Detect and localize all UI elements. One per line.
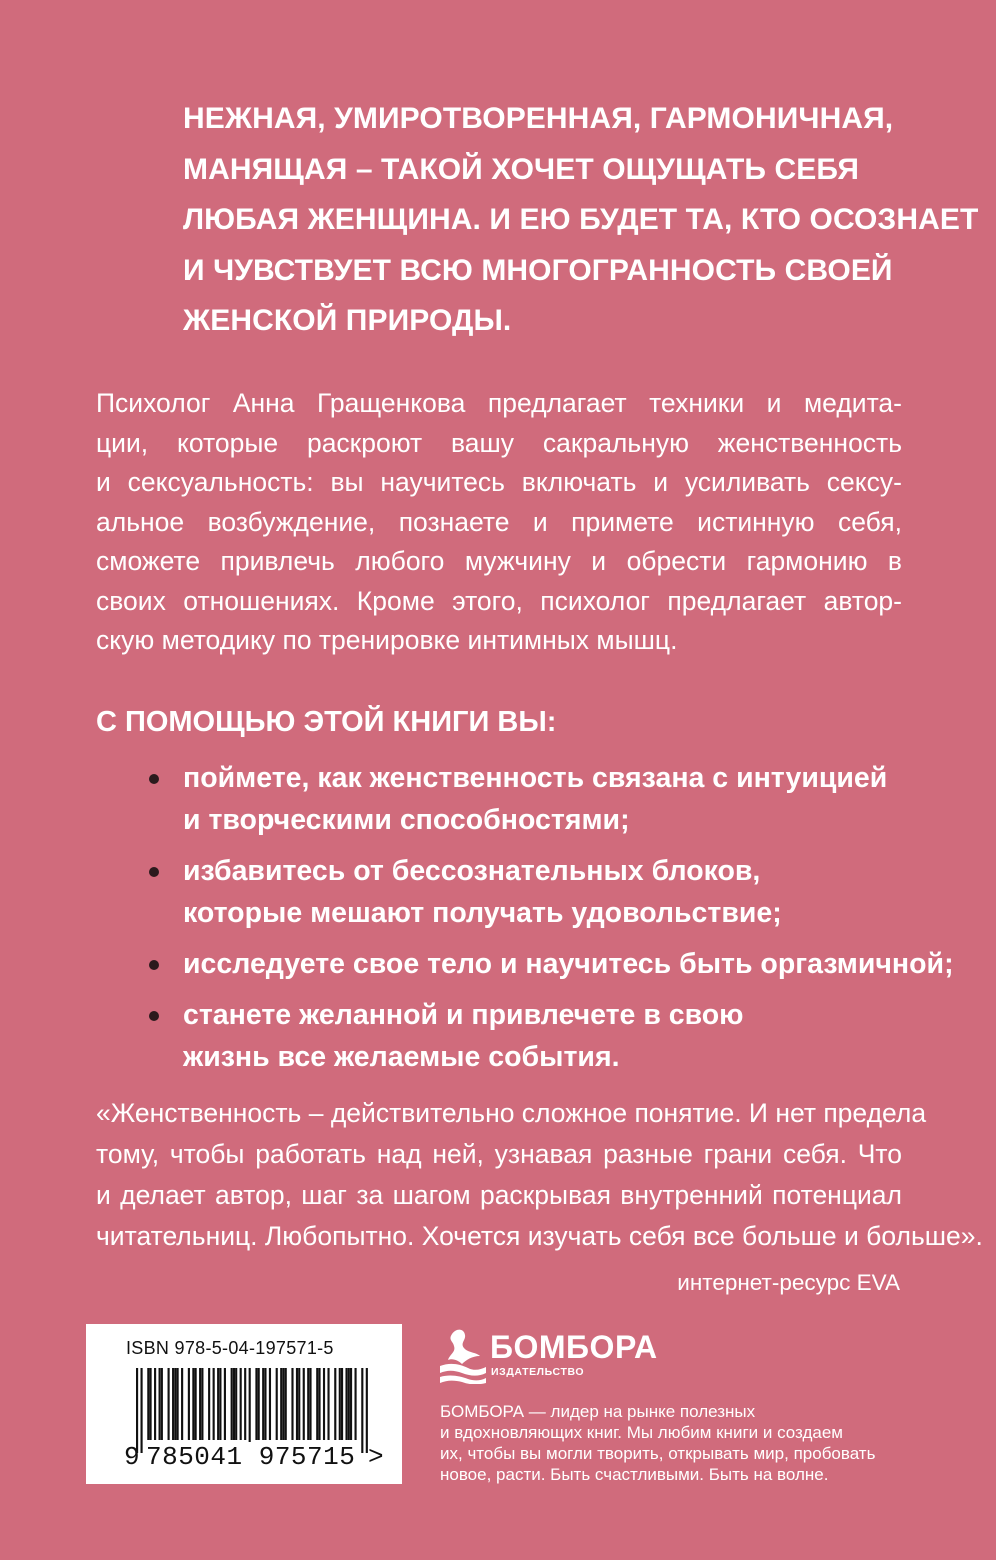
description-line: ции, которые раскроют вашу сакральную женственность [96, 427, 902, 458]
barcode-bar [136, 1368, 138, 1453]
barcode-bar [366, 1368, 368, 1453]
description-line: Психолог Анна Гращенкова предлагает техники и медита- [96, 388, 902, 418]
benefit-line: жизнь все желаемые события. [183, 1041, 620, 1073]
list-item [96, 757, 926, 841]
barcode-bar [354, 1368, 356, 1440]
barcode-digits: 785041 975715 [146, 1442, 356, 1472]
barcode-bar [235, 1368, 237, 1440]
barcode-bar [303, 1368, 305, 1440]
benefits-list [96, 757, 954, 1087]
barcode-bar [168, 1368, 170, 1440]
barcode-bar [327, 1368, 329, 1440]
description-line: своих отношениях. Кроме этого, психолог предлагает автор- [96, 585, 902, 616]
blurb-line: и вдохновляющих книг. Мы любим книги и создаем [440, 1423, 843, 1442]
benefit-line: поймете, как женственность связана с интуицией [183, 762, 888, 794]
benefit-line: станете желанной и привлечете в свою [183, 999, 744, 1031]
blurb-line: новое, расти. Быть счастливыми. Быть на волне. [440, 1465, 829, 1484]
barcode-bar [280, 1368, 282, 1440]
quote-line: читательниц. Любопытно. Хочется изучать себя все больше и больше». [96, 1221, 983, 1251]
headline-line: ЛЮБАЯ ЖЕНЩИНА. И ЕЮ БУДЕТ ТА, КТО ОСОЗНАЕТ [183, 203, 979, 236]
barcode-bar [188, 1368, 190, 1440]
barcode-bar [224, 1368, 226, 1440]
benefit-line: избавитесь от бессознательных блоков, [183, 855, 761, 887]
barcode-bar [255, 1368, 257, 1440]
barcode-bar [316, 1368, 318, 1440]
publisher-logo [438, 1326, 658, 1384]
benefit-line: которые мешают получать удовольствие; [183, 897, 782, 929]
barcode-bar [361, 1368, 363, 1453]
publisher-subtitle: ИЗДАТЕЛЬСТВО [491, 1366, 585, 1378]
bullet-icon [149, 867, 159, 877]
isbn-label: ISBN 978-5-04-197571-5 [126, 1338, 334, 1358]
barcode-bar [350, 1368, 352, 1440]
bullet-icon [149, 1011, 159, 1021]
list-item [96, 850, 926, 934]
barcode-bar [334, 1368, 336, 1440]
headline-line: ЖЕНСКОЙ ПРИРОДЫ. [183, 304, 512, 337]
barcode-bar [174, 1368, 176, 1440]
barcode-first-digit: 9 [124, 1442, 140, 1472]
barcode-bar [231, 1368, 233, 1440]
barcode-bar [258, 1368, 260, 1440]
barcode-icon [136, 1368, 368, 1453]
barcode-bar [208, 1368, 210, 1440]
barcode-bar [298, 1368, 300, 1440]
barcode-bar [159, 1368, 161, 1440]
barcode-bar [177, 1368, 179, 1440]
barcode-bar [192, 1368, 194, 1440]
barcode-bar [233, 1368, 235, 1440]
description-line: скую методику по тренировке интимных мышц. [96, 625, 678, 655]
benefit-line: исследуете свое тело и научитесь быть оргазмичной; [183, 948, 954, 980]
barcode-bar [285, 1368, 287, 1440]
barcode-bar [219, 1368, 221, 1440]
barcode-bar [161, 1368, 163, 1440]
benefit-line: и творческими способностями; [183, 804, 630, 836]
barcode-bar [309, 1368, 311, 1440]
blurb-line: БОМБОРА — лидер на рынке полезных [440, 1402, 756, 1421]
description-line: альное возбуждение, познаете и примете истинную себя, [96, 506, 902, 537]
headline-line: И ЧУВСТВУЕТ ВСЮ МНОГОГРАННОСТЬ СВОЕЙ [183, 253, 893, 287]
barcode-bar [199, 1368, 201, 1440]
barcode-bar [262, 1368, 264, 1440]
list-item [96, 943, 954, 985]
barcode-bar [339, 1368, 341, 1440]
description-line: сможете привлечь любого мужчину и обрести гармонию в [96, 546, 902, 576]
headline [183, 94, 979, 347]
quote-line: тому, чтобы работать над ней, узнавая разные грани себя. Что [96, 1139, 902, 1169]
barcode-bar [296, 1368, 298, 1440]
publisher-name: БОМБОРА [490, 1329, 658, 1365]
description-line: и сексуальность: вы научитесь включать и усиливать сексу- [96, 467, 902, 497]
barcode-bar [318, 1368, 320, 1440]
isbn-barcode [86, 1324, 402, 1484]
barcode-bar [141, 1368, 143, 1453]
barcode-bar [307, 1368, 309, 1440]
barcode-bar [282, 1368, 284, 1440]
barcode-bar [195, 1368, 197, 1440]
barcode-bar [264, 1368, 266, 1440]
quote-line: «Женственность – действительно сложное понятие. И нет предела [96, 1098, 927, 1128]
barcode-bar [201, 1368, 203, 1440]
description [96, 384, 902, 661]
quote-source: интернет-ресурс EVA [677, 1270, 900, 1295]
bullet-icon [149, 774, 159, 784]
headline-line: НЕЖНАЯ, УМИРОТВОРЕННАЯ, ГАРМОНИЧНАЯ, [183, 102, 894, 135]
barcode-bar [276, 1368, 278, 1440]
barcode-bar [345, 1368, 347, 1440]
list-item [96, 994, 926, 1078]
barcode-end-mark: > [368, 1442, 384, 1472]
review-quote [96, 1093, 983, 1257]
headline-line: МАНЯЩАЯ – ТАКОЙ ХОЧЕТ ОЩУЩАТЬ СЕБЯ [183, 152, 859, 186]
barcode-bar [249, 1368, 251, 1453]
blurb-line: их, чтобы вы могли творить, открывать мир, пробовать [440, 1444, 876, 1463]
barcode-bar [240, 1368, 242, 1440]
barcode-bar [181, 1368, 183, 1440]
barcode-bar [150, 1368, 152, 1440]
barcode-bar [147, 1368, 149, 1440]
barcode-bar [213, 1368, 215, 1440]
barcode-bar [323, 1368, 325, 1440]
quote-line: и делает автор, шаг за шагом раскрывая внутренний потенциал [96, 1180, 902, 1210]
barcode-bar [269, 1368, 271, 1440]
barcode-bar [172, 1368, 174, 1440]
benefits-title: С ПОМОЩЬЮ ЭТОЙ КНИГИ ВЫ: [96, 706, 557, 738]
barcode-bar [348, 1368, 350, 1440]
barcode-bar [291, 1368, 293, 1440]
barcode-bar [154, 1368, 156, 1440]
barcode-bar [244, 1368, 246, 1440]
bullet-icon [149, 960, 159, 970]
publisher-logo-icon [438, 1326, 488, 1384]
publisher-blurb [440, 1401, 910, 1485]
barcode-bar [217, 1368, 219, 1440]
barcode-bar [341, 1368, 343, 1440]
